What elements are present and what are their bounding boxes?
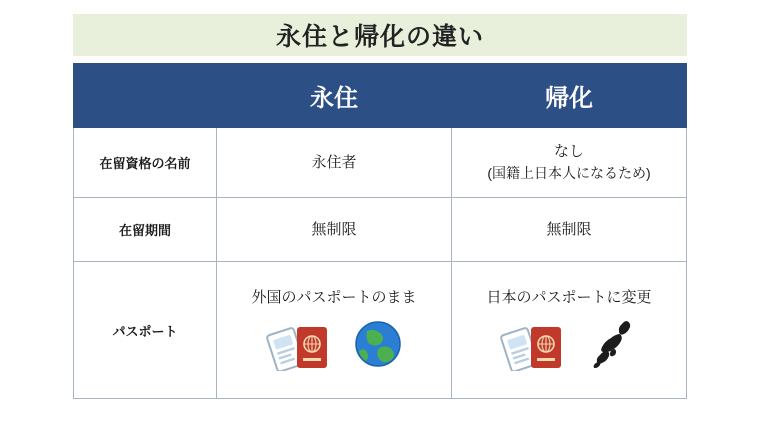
column-header-kika: 帰化 xyxy=(452,64,687,128)
table-header-row xyxy=(74,64,687,128)
comparison-table xyxy=(73,63,687,399)
page-title: 永住と帰化の違い xyxy=(275,23,484,51)
cell-kika-passport-caption: 日本のパスポートに変更 xyxy=(486,288,652,306)
globe-icon xyxy=(353,319,403,369)
row-label-period: 在留期間 xyxy=(74,198,217,262)
japan-map-icon xyxy=(587,317,639,371)
row-label-status-name: 在留資格の名前 xyxy=(74,128,217,198)
row-label-passport: パスポート xyxy=(74,262,217,399)
passport-icon xyxy=(265,317,337,371)
passport-icon xyxy=(499,317,571,371)
table-corner-cell xyxy=(74,64,217,128)
table-row xyxy=(74,262,687,399)
cell-kika-passport xyxy=(452,262,687,399)
cell-eijuu-passport-icons xyxy=(217,313,451,375)
cell-kika-status-name xyxy=(452,128,687,198)
cell-eijuu-period: 無制限 xyxy=(217,198,452,262)
cell-kika-status-main: なし xyxy=(553,143,584,161)
cell-eijuu-passport-caption: 外国のパスポートのまま xyxy=(251,288,417,306)
table-row xyxy=(74,128,687,198)
cell-kika-passport-icons xyxy=(452,313,686,375)
cell-eijuu-passport xyxy=(217,262,452,399)
cell-kika-status-sub: (国籍上日本人になるため) xyxy=(487,165,651,182)
column-header-eijuu: 永住 xyxy=(217,64,452,128)
cell-eijuu-status-name: 永住者 xyxy=(217,128,452,198)
cell-kika-period: 無制限 xyxy=(452,198,687,262)
table-row xyxy=(74,198,687,262)
title-banner xyxy=(73,14,687,56)
